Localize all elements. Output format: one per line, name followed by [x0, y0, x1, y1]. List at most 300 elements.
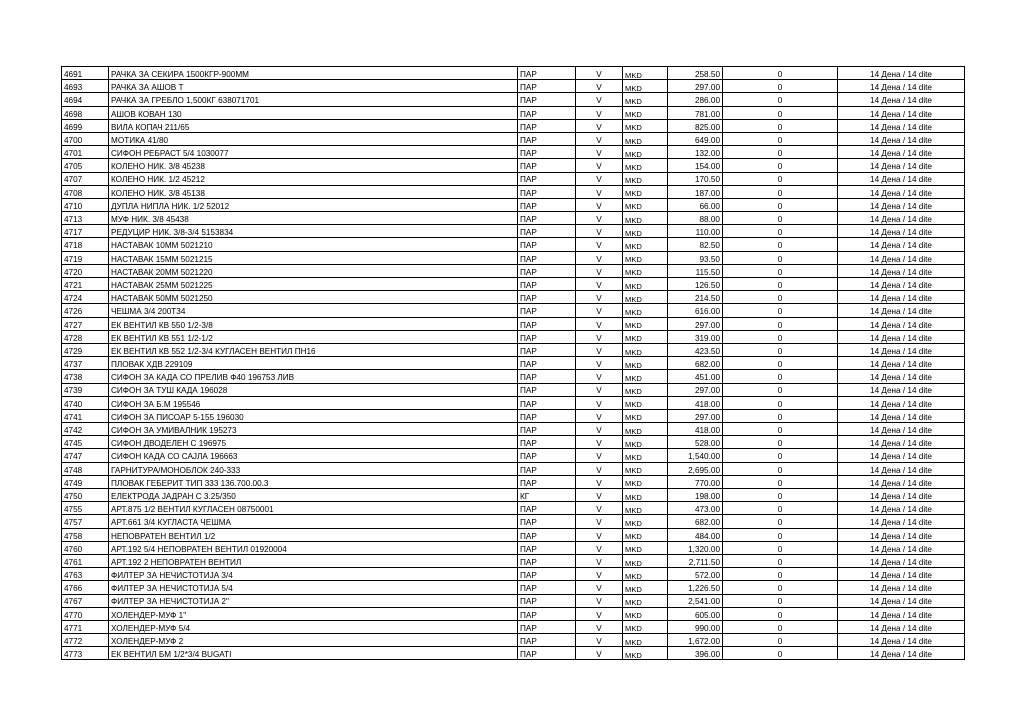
- delivery-time-cell: 14 Дена / 14 dite: [838, 304, 965, 317]
- currency-cell: MKD: [623, 541, 668, 554]
- table-row: [62, 370, 965, 383]
- table-row: [62, 462, 965, 475]
- unit-cell: ПАР: [518, 554, 576, 567]
- currency-cell: MKD: [623, 304, 668, 317]
- table-row: [62, 357, 965, 370]
- quantity-cell: 0: [723, 449, 838, 462]
- item-name-cell: АРТ.661 3/4 КУГЛАСТА ЧЕШМА: [109, 515, 518, 528]
- delivery-time-cell: 14 Дена / 14 dite: [838, 80, 965, 93]
- quantity-cell: 0: [723, 554, 838, 567]
- currency-cell: MKD: [623, 238, 668, 251]
- currency-cell: MKD: [623, 330, 668, 343]
- item-code-cell: 4724: [62, 291, 109, 304]
- price-cell: 528.00: [668, 436, 723, 449]
- delivery-time-cell: 14 Дена / 14 dite: [838, 212, 965, 225]
- table-row: [62, 238, 965, 251]
- delivery-time-cell: 14 Дена / 14 dite: [838, 383, 965, 396]
- item-code-cell: 4755: [62, 502, 109, 515]
- item-name-cell: НАСТАВАК 50ММ 5021250: [109, 291, 518, 304]
- item-code-cell: 4758: [62, 528, 109, 541]
- item-name-cell: ЕК ВЕНТИЛ КВ 552 1/2-3/4 КУГЛАСЕН ВЕНТИЛ ПН16: [109, 343, 518, 356]
- vat-cell: V: [576, 185, 623, 198]
- vat-cell: V: [576, 370, 623, 383]
- delivery-time-cell: 14 Дена / 14 dite: [838, 554, 965, 567]
- item-code-cell: 4691: [62, 67, 109, 80]
- quantity-cell: 0: [723, 106, 838, 119]
- table-row: [62, 528, 965, 541]
- item-code-cell: 4772: [62, 634, 109, 647]
- unit-cell: ПАР: [518, 172, 576, 185]
- item-name-cell: СИФОН ЗА ПИСОАР 5-155 196030: [109, 409, 518, 422]
- unit-cell: ПАР: [518, 304, 576, 317]
- unit-cell: ПАР: [518, 80, 576, 93]
- quantity-cell: 0: [723, 119, 838, 132]
- vat-cell: V: [576, 278, 623, 291]
- delivery-time-cell: 14 Дена / 14 dite: [838, 238, 965, 251]
- price-cell: 418.00: [668, 396, 723, 409]
- item-code-cell: 4705: [62, 159, 109, 172]
- price-cell: 198.00: [668, 489, 723, 502]
- item-name-cell: ФИЛТЕР ЗА НЕЧИСТОТИЈА 5/4: [109, 581, 518, 594]
- table-row: [62, 396, 965, 409]
- unit-cell: ПАР: [518, 396, 576, 409]
- price-cell: 649.00: [668, 132, 723, 145]
- vat-cell: V: [576, 554, 623, 567]
- table-row: [62, 251, 965, 264]
- currency-cell: MKD: [623, 172, 668, 185]
- item-name-cell: СИФОН ЗА ТУШ КАДА 196028: [109, 383, 518, 396]
- quantity-cell: 0: [723, 515, 838, 528]
- table-row: [62, 198, 965, 211]
- unit-cell: ПАР: [518, 225, 576, 238]
- vat-cell: V: [576, 383, 623, 396]
- quantity-cell: 0: [723, 198, 838, 211]
- item-code-cell: 4718: [62, 238, 109, 251]
- price-cell: 154.00: [668, 159, 723, 172]
- unit-cell: ПАР: [518, 568, 576, 581]
- unit-cell: ПАР: [518, 119, 576, 132]
- currency-cell: MKD: [623, 225, 668, 238]
- price-list-sheet: [61, 66, 965, 660]
- item-name-cell: ПЛОВАК ХДВ 229109: [109, 357, 518, 370]
- vat-cell: V: [576, 238, 623, 251]
- item-name-cell: АШОВ КОВАН 130: [109, 106, 518, 119]
- item-code-cell: 4740: [62, 396, 109, 409]
- vat-cell: V: [576, 357, 623, 370]
- delivery-time-cell: 14 Дена / 14 dite: [838, 449, 965, 462]
- currency-cell: MKD: [623, 462, 668, 475]
- item-name-cell: НАСТАВАК 15ММ 5021215: [109, 251, 518, 264]
- unit-cell: ПАР: [518, 251, 576, 264]
- delivery-time-cell: 14 Дена / 14 dite: [838, 172, 965, 185]
- item-name-cell: СИФОН ЗА УМИВАЛНИК 195273: [109, 423, 518, 436]
- item-name-cell: НАСТАВАК 10ММ 5021210: [109, 238, 518, 251]
- table-row: [62, 515, 965, 528]
- item-name-cell: РЕДУЦИР НИК. 3/8-3/4 5153834: [109, 225, 518, 238]
- item-name-cell: АРТ.192 2 НЕПОВРАТЕН ВЕНТИЛ: [109, 554, 518, 567]
- quantity-cell: 0: [723, 225, 838, 238]
- price-cell: 451.00: [668, 370, 723, 383]
- price-cell: 93.50: [668, 251, 723, 264]
- vat-cell: V: [576, 594, 623, 607]
- price-cell: 88.00: [668, 212, 723, 225]
- currency-cell: MKD: [623, 436, 668, 449]
- item-code-cell: 4728: [62, 330, 109, 343]
- price-cell: 1,226.50: [668, 581, 723, 594]
- delivery-time-cell: 14 Дена / 14 dite: [838, 225, 965, 238]
- currency-cell: MKD: [623, 278, 668, 291]
- quantity-cell: 0: [723, 80, 838, 93]
- unit-cell: ПАР: [518, 185, 576, 198]
- item-name-cell: СИФОН ЗА Б.М 195546: [109, 396, 518, 409]
- quantity-cell: 0: [723, 502, 838, 515]
- delivery-time-cell: 14 Дена / 14 dite: [838, 291, 965, 304]
- unit-cell: ПАР: [518, 291, 576, 304]
- item-name-cell: МОТИКА 41/80: [109, 132, 518, 145]
- vat-cell: V: [576, 489, 623, 502]
- currency-cell: MKD: [623, 291, 668, 304]
- delivery-time-cell: 14 Дена / 14 dite: [838, 132, 965, 145]
- currency-cell: MKD: [623, 554, 668, 567]
- quantity-cell: 0: [723, 67, 838, 80]
- currency-cell: MKD: [623, 251, 668, 264]
- table-row: [62, 568, 965, 581]
- currency-cell: MKD: [623, 581, 668, 594]
- vat-cell: V: [576, 436, 623, 449]
- item-code-cell: 4707: [62, 172, 109, 185]
- price-cell: 126.50: [668, 278, 723, 291]
- quantity-cell: 0: [723, 475, 838, 488]
- delivery-time-cell: 14 Дена / 14 dite: [838, 423, 965, 436]
- price-cell: 484.00: [668, 528, 723, 541]
- item-code-cell: 4738: [62, 370, 109, 383]
- quantity-cell: 0: [723, 238, 838, 251]
- quantity-cell: 0: [723, 423, 838, 436]
- item-code-cell: 4750: [62, 489, 109, 502]
- price-cell: 423.50: [668, 343, 723, 356]
- item-code-cell: 4710: [62, 198, 109, 211]
- quantity-cell: 0: [723, 409, 838, 422]
- table-row: [62, 607, 965, 620]
- unit-cell: ПАР: [518, 502, 576, 515]
- vat-cell: V: [576, 541, 623, 554]
- delivery-time-cell: 14 Дена / 14 dite: [838, 106, 965, 119]
- quantity-cell: 0: [723, 541, 838, 554]
- delivery-time-cell: 14 Дена / 14 dite: [838, 67, 965, 80]
- unit-cell: ПАР: [518, 515, 576, 528]
- vat-cell: V: [576, 607, 623, 620]
- currency-cell: MKD: [623, 515, 668, 528]
- quantity-cell: 0: [723, 357, 838, 370]
- table-row: [62, 330, 965, 343]
- quantity-cell: 0: [723, 634, 838, 647]
- delivery-time-cell: 14 Дена / 14 dite: [838, 330, 965, 343]
- currency-cell: MKD: [623, 343, 668, 356]
- price-cell: 214.50: [668, 291, 723, 304]
- table-row: [62, 264, 965, 277]
- item-code-cell: 4720: [62, 264, 109, 277]
- item-code-cell: 4694: [62, 93, 109, 106]
- item-name-cell: ЕК ВЕНТИЛ КВ 551 1/2-1/2: [109, 330, 518, 343]
- item-code-cell: 4767: [62, 594, 109, 607]
- delivery-time-cell: 14 Дена / 14 dite: [838, 159, 965, 172]
- unit-cell: ПАР: [518, 449, 576, 462]
- unit-cell: ПАР: [518, 475, 576, 488]
- quantity-cell: 0: [723, 620, 838, 633]
- delivery-time-cell: 14 Дена / 14 dite: [838, 317, 965, 330]
- quantity-cell: 0: [723, 146, 838, 159]
- unit-cell: ПАР: [518, 343, 576, 356]
- currency-cell: MKD: [623, 396, 668, 409]
- table-row: [62, 212, 965, 225]
- vat-cell: V: [576, 251, 623, 264]
- item-code-cell: 4700: [62, 132, 109, 145]
- vat-cell: V: [576, 409, 623, 422]
- unit-cell: ПАР: [518, 198, 576, 211]
- price-cell: 781.00: [668, 106, 723, 119]
- item-name-cell: НАСТАВАК 20ММ 5021220: [109, 264, 518, 277]
- vat-cell: V: [576, 159, 623, 172]
- vat-cell: V: [576, 423, 623, 436]
- quantity-cell: 0: [723, 343, 838, 356]
- item-name-cell: ГАРНИТУРА/МОНОБЛОК 240-333: [109, 462, 518, 475]
- vat-cell: V: [576, 634, 623, 647]
- delivery-time-cell: 14 Дена / 14 dite: [838, 541, 965, 554]
- table-row: [62, 409, 965, 422]
- price-cell: 258.50: [668, 67, 723, 80]
- price-cell: 2,711.50: [668, 554, 723, 567]
- quantity-cell: 0: [723, 291, 838, 304]
- price-cell: 187.00: [668, 185, 723, 198]
- table-row: [62, 291, 965, 304]
- item-name-cell: ФИЛТЕР ЗА НЕЧИСТОТИЈА 2": [109, 594, 518, 607]
- delivery-time-cell: 14 Дена / 14 dite: [838, 198, 965, 211]
- currency-cell: MKD: [623, 93, 668, 106]
- item-code-cell: 4698: [62, 106, 109, 119]
- unit-cell: ПАР: [518, 132, 576, 145]
- currency-cell: MKD: [623, 80, 668, 93]
- quantity-cell: 0: [723, 436, 838, 449]
- currency-cell: MKD: [623, 409, 668, 422]
- currency-cell: MKD: [623, 370, 668, 383]
- item-name-cell: КОЛЕНО НИК. 3/8 45138: [109, 185, 518, 198]
- item-name-cell: НЕПОВРАТЕН ВЕНТИЛ 1/2: [109, 528, 518, 541]
- item-code-cell: 4741: [62, 409, 109, 422]
- vat-cell: V: [576, 67, 623, 80]
- item-code-cell: 4719: [62, 251, 109, 264]
- item-name-cell: ДУПЛА НИПЛА НИК. 1/2 52012: [109, 198, 518, 211]
- vat-cell: V: [576, 172, 623, 185]
- price-cell: 682.00: [668, 515, 723, 528]
- price-cell: 110.00: [668, 225, 723, 238]
- price-cell: 286.00: [668, 93, 723, 106]
- table-row: [62, 80, 965, 93]
- item-code-cell: 4742: [62, 423, 109, 436]
- item-name-cell: СИФОН ДВОДЕЛЕН С 196975: [109, 436, 518, 449]
- unit-cell: ПАР: [518, 370, 576, 383]
- price-cell: 616.00: [668, 304, 723, 317]
- vat-cell: V: [576, 330, 623, 343]
- item-name-cell: ВИЛА КОПАЧ 211/65: [109, 119, 518, 132]
- table-row: [62, 647, 965, 660]
- quantity-cell: 0: [723, 317, 838, 330]
- price-cell: 605.00: [668, 607, 723, 620]
- item-name-cell: НАСТАВАК 25ММ 5021225: [109, 278, 518, 291]
- currency-cell: MKD: [623, 132, 668, 145]
- price-cell: 1,540.00: [668, 449, 723, 462]
- unit-cell: ПАР: [518, 634, 576, 647]
- item-name-cell: КОЛЕНО НИК. 3/8 45238: [109, 159, 518, 172]
- item-code-cell: 4721: [62, 278, 109, 291]
- item-name-cell: РАЧКА ЗА АШОВ Т: [109, 80, 518, 93]
- vat-cell: V: [576, 146, 623, 159]
- vat-cell: V: [576, 528, 623, 541]
- item-code-cell: 4699: [62, 119, 109, 132]
- item-code-cell: 4773: [62, 647, 109, 660]
- vat-cell: V: [576, 502, 623, 515]
- unit-cell: ПАР: [518, 620, 576, 633]
- vat-cell: V: [576, 106, 623, 119]
- table-row: [62, 541, 965, 554]
- quantity-cell: 0: [723, 568, 838, 581]
- item-code-cell: 4749: [62, 475, 109, 488]
- quantity-cell: 0: [723, 594, 838, 607]
- item-code-cell: 4729: [62, 343, 109, 356]
- table-row: [62, 159, 965, 172]
- unit-cell: ПАР: [518, 581, 576, 594]
- vat-cell: V: [576, 225, 623, 238]
- item-code-cell: 4747: [62, 449, 109, 462]
- item-code-cell: 4708: [62, 185, 109, 198]
- currency-cell: MKD: [623, 383, 668, 396]
- currency-cell: MKD: [623, 185, 668, 198]
- table-row: [62, 581, 965, 594]
- delivery-time-cell: 14 Дена / 14 dite: [838, 489, 965, 502]
- item-name-cell: ХОЛЕНДЕР-МУФ 2: [109, 634, 518, 647]
- delivery-time-cell: 14 Дена / 14 dite: [838, 396, 965, 409]
- unit-cell: ПАР: [518, 330, 576, 343]
- item-name-cell: СИФОН КАДА СО САЈЛА 196663: [109, 449, 518, 462]
- price-cell: 297.00: [668, 80, 723, 93]
- delivery-time-cell: 14 Дена / 14 dite: [838, 436, 965, 449]
- currency-cell: MKD: [623, 198, 668, 211]
- delivery-time-cell: 14 Дена / 14 dite: [838, 462, 965, 475]
- quantity-cell: 0: [723, 93, 838, 106]
- delivery-time-cell: 14 Дена / 14 dite: [838, 634, 965, 647]
- unit-cell: ПАР: [518, 159, 576, 172]
- delivery-time-cell: 14 Дена / 14 dite: [838, 568, 965, 581]
- unit-cell: ПАР: [518, 528, 576, 541]
- table-row: [62, 634, 965, 647]
- quantity-cell: 0: [723, 304, 838, 317]
- table-row: [62, 278, 965, 291]
- item-name-cell: СИФОН РЕБРАСТ 5/4 1030077: [109, 146, 518, 159]
- item-code-cell: 4701: [62, 146, 109, 159]
- quantity-cell: 0: [723, 607, 838, 620]
- price-cell: 115.50: [668, 264, 723, 277]
- item-name-cell: РАЧКА ЗА СЕКИРА 1500КГР-900ММ: [109, 67, 518, 80]
- item-code-cell: 4693: [62, 80, 109, 93]
- vat-cell: V: [576, 264, 623, 277]
- table-row: [62, 383, 965, 396]
- delivery-time-cell: 14 Дена / 14 dite: [838, 515, 965, 528]
- table-row: [62, 554, 965, 567]
- vat-cell: V: [576, 343, 623, 356]
- quantity-cell: 0: [723, 264, 838, 277]
- price-cell: 66.00: [668, 198, 723, 211]
- currency-cell: MKD: [623, 357, 668, 370]
- item-code-cell: 4748: [62, 462, 109, 475]
- currency-cell: MKD: [623, 647, 668, 660]
- vat-cell: V: [576, 462, 623, 475]
- unit-cell: ПАР: [518, 93, 576, 106]
- currency-cell: MKD: [623, 620, 668, 633]
- currency-cell: MKD: [623, 119, 668, 132]
- table-row: [62, 172, 965, 185]
- vat-cell: V: [576, 291, 623, 304]
- item-code-cell: 4771: [62, 620, 109, 633]
- quantity-cell: 0: [723, 212, 838, 225]
- price-cell: 170.50: [668, 172, 723, 185]
- item-code-cell: 4713: [62, 212, 109, 225]
- price-cell: 2,541.00: [668, 594, 723, 607]
- quantity-cell: 0: [723, 383, 838, 396]
- table-row: [62, 304, 965, 317]
- vat-cell: V: [576, 198, 623, 211]
- item-name-cell: ЕК ВЕНТИЛ КВ 550 1/2-3/8: [109, 317, 518, 330]
- unit-cell: ПАР: [518, 409, 576, 422]
- unit-cell: ПАР: [518, 278, 576, 291]
- price-cell: 418.00: [668, 423, 723, 436]
- delivery-time-cell: 14 Дена / 14 dite: [838, 146, 965, 159]
- unit-cell: ПАР: [518, 317, 576, 330]
- price-cell: 297.00: [668, 409, 723, 422]
- unit-cell: КГ: [518, 489, 576, 502]
- quantity-cell: 0: [723, 581, 838, 594]
- item-code-cell: 4739: [62, 383, 109, 396]
- table-row: [62, 620, 965, 633]
- delivery-time-cell: 14 Дена / 14 dite: [838, 647, 965, 660]
- quantity-cell: 0: [723, 172, 838, 185]
- vat-cell: V: [576, 581, 623, 594]
- price-cell: 1,672.00: [668, 634, 723, 647]
- delivery-time-cell: 14 Дена / 14 dite: [838, 93, 965, 106]
- price-cell: 297.00: [668, 317, 723, 330]
- quantity-cell: 0: [723, 370, 838, 383]
- price-cell: 770.00: [668, 475, 723, 488]
- price-cell: 825.00: [668, 119, 723, 132]
- delivery-time-cell: 14 Дена / 14 dite: [838, 409, 965, 422]
- unit-cell: ПАР: [518, 423, 576, 436]
- currency-cell: MKD: [623, 475, 668, 488]
- table-row: [62, 106, 965, 119]
- unit-cell: ПАР: [518, 357, 576, 370]
- table-row: [62, 343, 965, 356]
- delivery-time-cell: 14 Дена / 14 dite: [838, 581, 965, 594]
- delivery-time-cell: 14 Дена / 14 dite: [838, 528, 965, 541]
- quantity-cell: 0: [723, 159, 838, 172]
- currency-cell: MKD: [623, 146, 668, 159]
- table-row: [62, 132, 965, 145]
- unit-cell: ПАР: [518, 106, 576, 119]
- unit-cell: ПАР: [518, 541, 576, 554]
- vat-cell: V: [576, 119, 623, 132]
- unit-cell: ПАР: [518, 146, 576, 159]
- item-name-cell: ХОЛЕНДЕР-МУФ 1": [109, 607, 518, 620]
- table-row: [62, 317, 965, 330]
- table-row: [62, 185, 965, 198]
- quantity-cell: 0: [723, 647, 838, 660]
